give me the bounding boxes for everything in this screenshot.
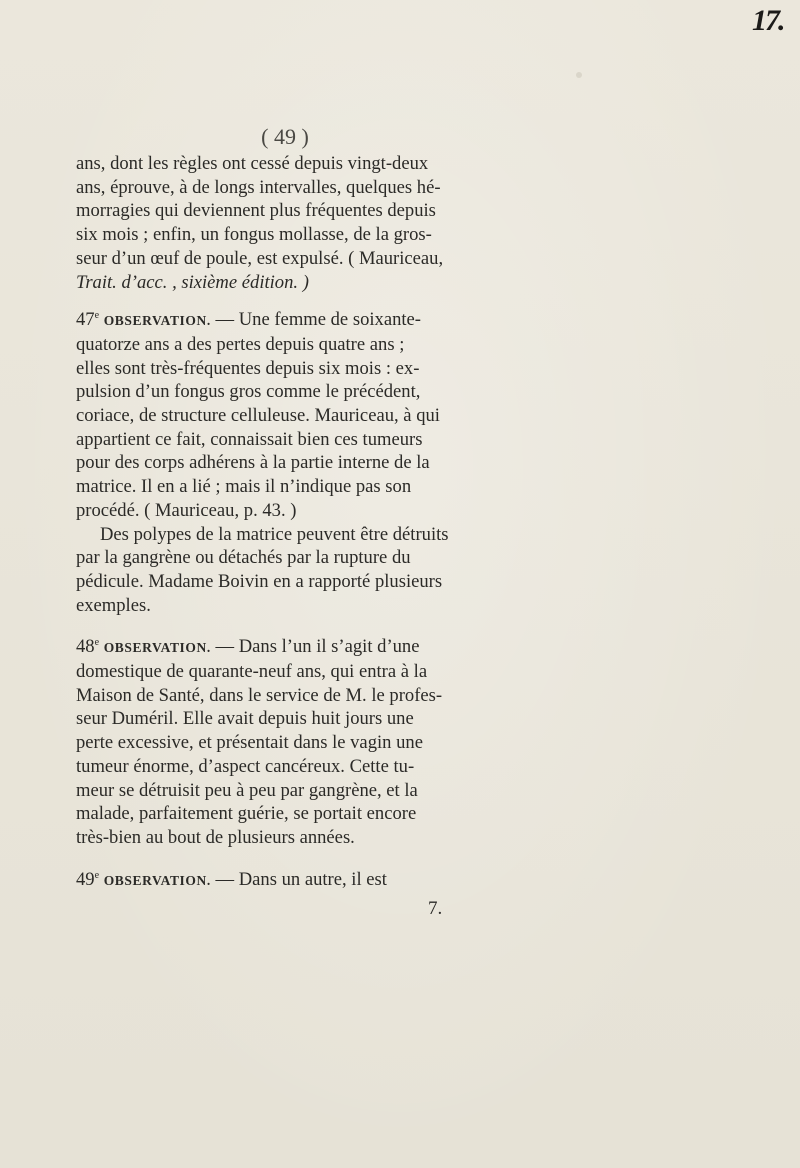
text-line: ans, éprouve, à de longs intervalles, quelques hé- xyxy=(76,176,441,198)
text-line: perte excessive, et présentait dans le vagin une xyxy=(76,732,423,754)
text-line: très-bien au bout de plusieurs années. xyxy=(76,826,355,848)
observation-48 xyxy=(76,635,506,849)
observation-label: OBSERVATION. xyxy=(103,313,211,329)
text-line: appartient ce fait, connaissait bien ces tumeurs xyxy=(76,428,423,450)
text-line: six mois ; enfin, un fongus mollasse, de la gros- xyxy=(76,224,432,246)
page-number: ( 49 ) xyxy=(261,124,309,149)
text-line: ans, dont les règles ont cessé depuis vingt-deux xyxy=(76,153,429,174)
observation-label: OBSERVATION. xyxy=(103,640,211,656)
signature-mark: 7. xyxy=(428,898,443,919)
text-line: tumeur énorme, d’aspect cancéreux. Cette tu- xyxy=(76,755,415,777)
text-line: seur Duméril. Elle avait depuis huit jours une xyxy=(76,708,414,730)
text-line: quatorze ans a des pertes depuis quatre ans ; xyxy=(76,333,405,355)
observation-49 xyxy=(76,868,506,893)
folio-annotation: 17. xyxy=(752,4,784,37)
text-line: exemples. xyxy=(76,594,151,616)
text-line: Des polypes de la matrice peuvent être détruits xyxy=(100,523,449,545)
text-line: par la gangrène ou détachés par la rupture du xyxy=(76,547,411,569)
ink-spot xyxy=(576,72,582,78)
observation-label: OBSERVATION. xyxy=(103,872,211,888)
text-line: — Dans l’un il s’agit d’une xyxy=(215,636,420,658)
text-line: pour des corps adhérens à la partie interne de la xyxy=(76,452,430,474)
text-line: pulsion d’un fongus gros comme le précédent, xyxy=(76,381,421,403)
text-line: Trait. d’acc. , sixième édition. ) xyxy=(76,271,309,293)
text-line: domestique de quarante-neuf ans, qui entra à la xyxy=(76,661,428,683)
text-line: Maison de Santé, dans le service de M. le profes- xyxy=(76,684,443,706)
text-line: morragies qui deviennent plus fréquentes depuis xyxy=(76,200,436,222)
body-text xyxy=(76,152,506,892)
text-line: matrice. Il en a lié ; mais il n’indique pas son xyxy=(76,476,412,498)
text-line: seur d’un œuf de poule, est expulsé. ( Mauriceau, xyxy=(76,247,444,269)
text-line: — Dans un autre, il est xyxy=(215,868,387,890)
text-line: elles sont très-fréquentes depuis six mois : ex- xyxy=(76,357,420,379)
text-line: coriace, de structure celluleuse. Mauriceau, à qui xyxy=(76,405,440,427)
text-line: — Une femme de soixante- xyxy=(215,309,421,331)
paragraph-polypes xyxy=(76,523,506,618)
observation-number: 48e xyxy=(76,636,100,658)
observation-number: 47e xyxy=(76,309,100,331)
text-line: pédicule. Madame Boivin en a rapporté plusieurs xyxy=(76,570,443,592)
text-line: procédé. ( Mauriceau, p. 43. ) xyxy=(76,499,297,521)
text-line: meur se détruisit peu à peu par gangrène, et la xyxy=(76,779,418,801)
observation-number: 49e xyxy=(76,868,100,890)
paragraph-continuation xyxy=(76,152,506,294)
text-line: malade, parfaitement guérie, se portait encore xyxy=(76,803,417,825)
observation-47 xyxy=(76,308,506,522)
